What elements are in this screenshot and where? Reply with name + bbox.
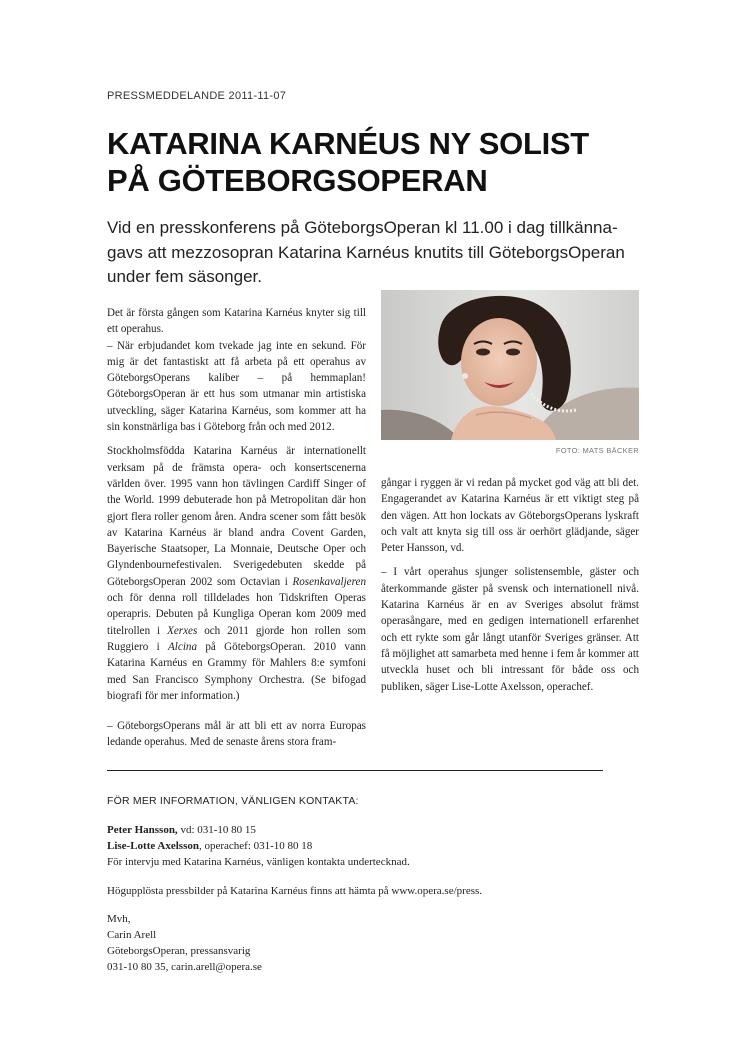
signature-role: GöteborgsOperan, pressansvarig xyxy=(107,945,251,958)
contact-details: , operachef: 031-10 80 18 xyxy=(198,840,313,853)
contact-block xyxy=(107,822,627,976)
divider xyxy=(107,770,603,771)
portrait-photo-icon xyxy=(381,290,639,440)
quote-paragraph: – När erbjudandet kom tvekade jag inte en sekund. För mig är det fantastiskt att få arbeta på ett operahus av GöteborgsOperans kaliber – på hemmaplan! GöteborgsOperan är ett hus som utmanar min artistiska utveckling, säger Katarina Karnéus, som kommer att ha sin konstnärliga bas i Göteborg från och med 2012. xyxy=(107,339,366,434)
headline xyxy=(107,125,667,199)
bio-text-3: och 2011 gjorde hon rollen som Ruggiero i xyxy=(107,624,366,653)
lead-paragraph xyxy=(107,216,642,290)
opera-title-alcina: Alcina xyxy=(168,640,197,653)
contact-heading: FÖR MER INFORMATION, VÄNLIGEN KONTAKTA: xyxy=(107,795,359,807)
opera-title-rosenkavaljeren: Rosenkavaljeren xyxy=(292,575,366,588)
signature-name: Carin Arell xyxy=(107,929,157,942)
contact-details: vd: 031-10 80 15 xyxy=(177,824,256,836)
opera-chief-quote: – I vårt operahus sjunger solistensemble, gäster och återkommande gäster på svensk och internationell nivå. Katarina Karnéus är en av Sveriges absolut främst operasångare, med en gedigen internationell erfarenhet och ett rykte som går långt utanför Sveriges gränser. Att få möjlighet att samarbeta med henne i fem år kommer att utveckla huset och bli intressant för både oss och publiken, säger Lise-Lotte Axelsson, operachef. xyxy=(381,566,639,693)
lead-line-1: Vid en presskonferens på GöteborgsOperan kl 11.00 i dag tillkänna- xyxy=(107,218,618,237)
goal-paragraph: – GöteborgsOperans mål är att bli ett av norra Europas ledande operahus. Med de senaste årens stora fram- xyxy=(107,720,366,749)
contact-lise-lotte-axelsson xyxy=(107,838,627,854)
body-paragraph: Det är första gången som Katarina Karnéus knyter sig till ett operahus. xyxy=(107,307,366,336)
body-column-left xyxy=(107,305,366,751)
body-column-right xyxy=(381,475,639,695)
opera-title-xerxes: Xerxes xyxy=(167,624,198,637)
bio-text-4: på GöteborgsOperan. 2010 vann Katarina Karnéus en Grammy för Mahlers 8:e symfoni med San Francisco Symphony Orchestra. (Se bifogad biografi för mer information.) xyxy=(107,640,366,702)
portrait-photo xyxy=(381,290,639,440)
biography-paragraph xyxy=(107,443,366,704)
bio-text-2: och för denna roll tilldelades hon Tidskriften Operas operapris. Debuten på Kungliga Operan kom 2009 med titelrollen i xyxy=(107,592,366,637)
headline-line-2: PÅ GÖTEBORGSOPERAN xyxy=(107,163,488,198)
signature-contact: 031-10 80 35, carin.arell@opera.se xyxy=(107,961,262,974)
interview-note: För intervju med Katarina Karnéus, vänligen kontakta undertecknad. xyxy=(107,856,410,869)
photo-credit: FOTO: MATS BÄCKER xyxy=(555,446,639,455)
signature-greeting: Mvh, xyxy=(107,912,131,925)
press-images-note: Högupplösta pressbilder på Katarina Karnéus finns att hämta på www.opera.se/press. xyxy=(107,884,483,897)
continuation-paragraph: gångar i ryggen är vi redan på mycket god väg att bli det. Engagerandet av Katarina Karnéus är ett viktigt steg på den vägen. Att hon lockats av GöteborgsOperans lyskraft och valt att knyta sig till oss är oerhört glädjande, säger Peter Hansson, vd. xyxy=(381,477,639,555)
headline-line-1: KATARINA KARNÉUS NY SOLIST xyxy=(107,126,589,161)
contact-name: Peter Hansson, xyxy=(107,824,178,836)
press-release-date: PRESSMEDDELANDE 2011-11-07 xyxy=(107,90,287,102)
lead-line-3: under fem säsonger. xyxy=(107,267,262,286)
lead-line-2: gavs att mezzosopran Katarina Karnéus knutits till GöteborgsOperan xyxy=(107,242,625,262)
contact-peter-hansson xyxy=(107,822,627,838)
bio-text-1: Stockholmsfödda Katarina Karnéus är internationellt verksam på de främsta opera- och konsertscenerna världen över. 1995 vann hon tävlingen Cardiff Singer of the World. 1999 debuterade hon på Metropolitan där hon gjort flera roller genom åren. Andra scener som fått besök av Katarina Karnéus är bland andra Covent Garden, Bayerische Staatsoper, La Monnaie, Deutsche Oper och Glyndenbournefestivalen. Sverigedebuten skedde på GöteborgsOperan 2002 som Octavian i xyxy=(107,445,366,588)
contact-name: Lise-Lotte Axelsson xyxy=(107,840,199,853)
